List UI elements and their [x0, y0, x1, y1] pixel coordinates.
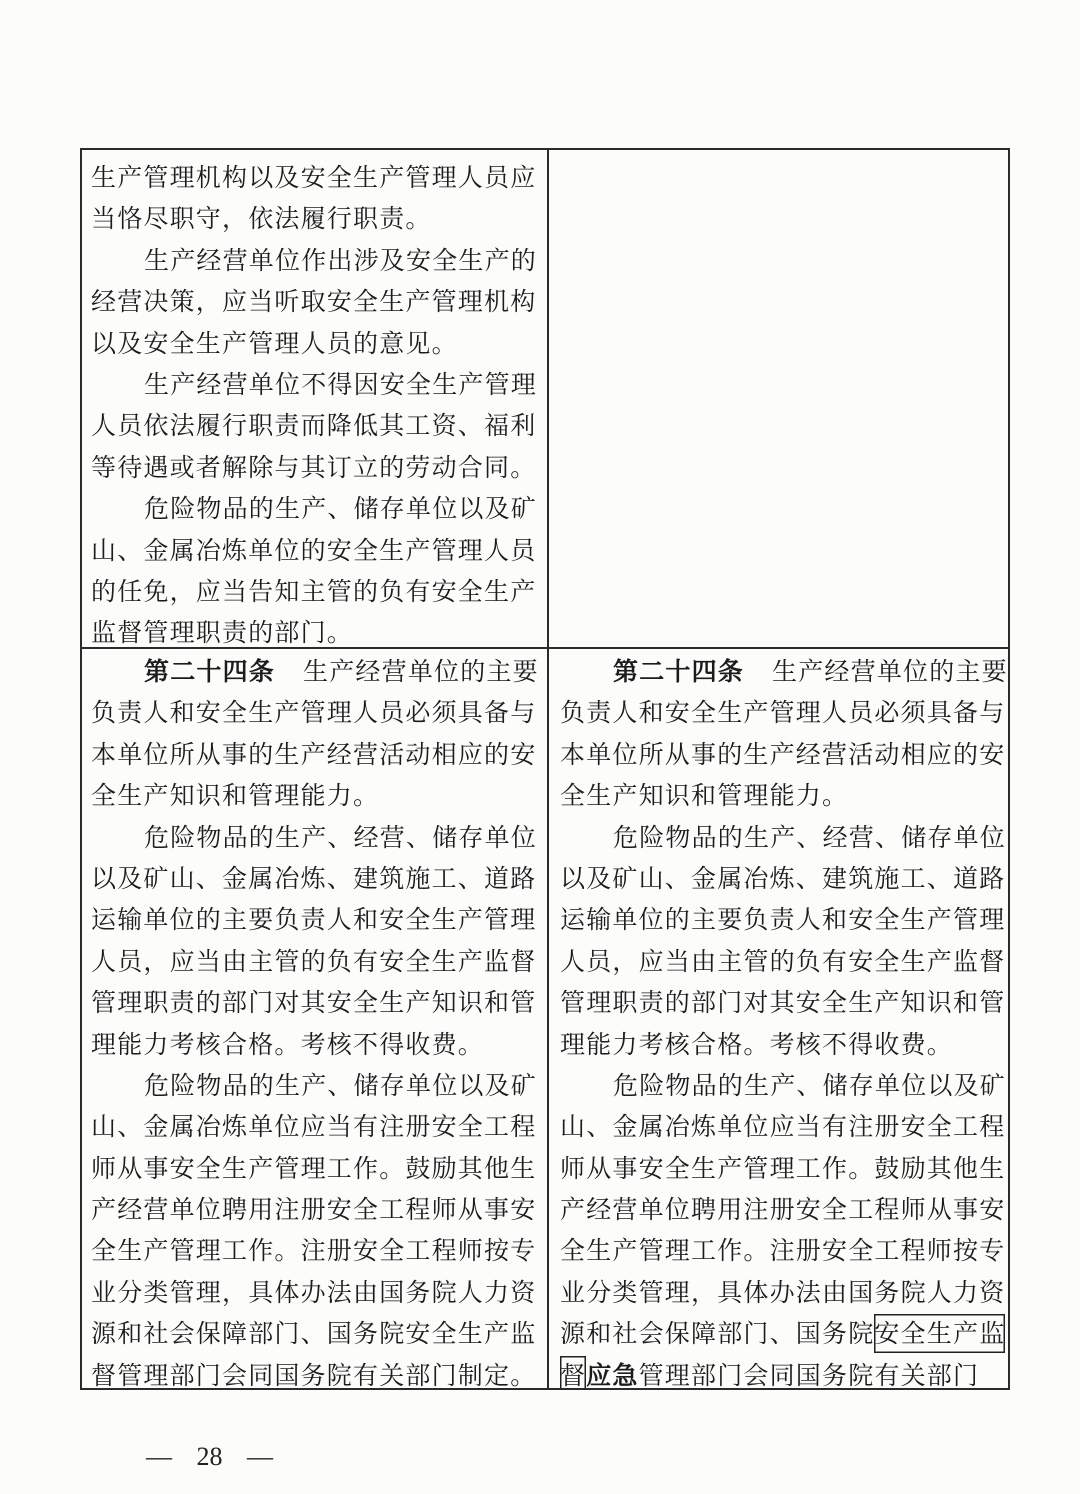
text-line: 理能力考核合格。考核不得收费。 — [560, 1029, 954, 1059]
text-line: 危险物品的生产、经营、储存单位 — [144, 822, 538, 852]
text-line: 经营决策，应当听取安全生产管理机构 — [91, 287, 537, 317]
table-cell-row2-left — [91, 651, 545, 1388]
deleted-text: 督 — [560, 1356, 586, 1388]
text-line: 人员，应当由主管的负有安全生产监督 — [91, 946, 537, 976]
text-line: 人员，应当由主管的负有安全生产监督 — [560, 946, 1006, 976]
table-cell-row1-right — [549, 150, 1008, 647]
row-divider — [80, 647, 1010, 649]
text-segment: 源和社会保障部门、国务院 — [560, 1319, 875, 1349]
text-line: 管理职责的部门对其安全生产知识和管 — [560, 988, 1006, 1018]
text-line: 运输单位的主要负责人和安全生产管理 — [560, 905, 1006, 935]
text-line: 危险物品的生产、储存单位以及矿 — [144, 494, 538, 524]
text-line: 师从事安全生产管理工作。鼓励其他生 — [91, 1153, 537, 1183]
text-line: 管理职责的部门对其安全生产知识和管 — [91, 988, 537, 1018]
text-line: 以及安全生产管理人员的意见。 — [91, 328, 458, 358]
inserted-text: 应急 — [586, 1360, 639, 1388]
text-segment: 生产经营单位的主要 — [303, 657, 539, 686]
text-line: 等待遇或者解除与其订立的劳动合同。 — [91, 452, 537, 482]
article-number: 第二十四条 — [613, 657, 745, 686]
text-line: 山、金属冶炼单位应当有注册安全工程 — [560, 1112, 1006, 1142]
text-line: 全生产知识和管理能力。 — [560, 781, 849, 811]
table-cell-row2-right — [560, 651, 1008, 1388]
text-segment: 管理部门会同国务院有关部门 — [638, 1360, 980, 1388]
text-line — [560, 1355, 1008, 1388]
text-line: 生产管理机构以及安全生产管理人员应 — [91, 163, 537, 192]
text-line: 产经营单位聘用注册安全工程师从事安 — [91, 1195, 537, 1225]
text-line: 本单位所从事的生产经营活动相应的安 — [91, 739, 537, 769]
text-line: 危险物品的生产、储存单位以及矿 — [613, 1070, 1007, 1100]
text-line: 危险物品的生产、储存单位以及矿 — [144, 1070, 538, 1100]
text-line: 师从事安全生产管理工作。鼓励其他生 — [560, 1153, 1006, 1183]
page-number: — 28 — — [146, 1442, 273, 1471]
text-line: 督管理部门会同国务院有关部门制定。 — [91, 1360, 537, 1388]
text-line: 业分类管理，具体办法由国务院人力资 — [91, 1277, 537, 1307]
text-line: 本单位所从事的生产经营活动相应的安 — [560, 739, 1006, 769]
text-line: 全生产管理工作。注册安全工程师按专 — [560, 1236, 1006, 1266]
text-line: 全生产知识和管理能力。 — [91, 781, 380, 811]
text-line: 生产经营单位作出涉及安全生产的 — [144, 245, 538, 275]
text-line: 监督管理职责的部门。 — [91, 618, 354, 647]
text-line: 负责人和安全生产管理人员必须具备与 — [91, 698, 537, 728]
text-line: 以及矿山、金属冶炼、建筑施工、道路 — [560, 863, 1006, 893]
text-line — [560, 651, 1008, 692]
text-line: 运输单位的主要负责人和安全生产管理 — [91, 905, 537, 935]
text-line: 当恪尽职守，依法履行职责。 — [91, 204, 432, 234]
text-line: 生产经营单位不得因安全生产管理 — [144, 369, 538, 399]
text-line: 山、金属冶炼单位应当有注册安全工程 — [91, 1112, 537, 1142]
text-line: 全生产管理工作。注册安全工程师按专 — [91, 1236, 537, 1266]
text-line — [560, 1313, 1008, 1354]
text-line: 危险物品的生产、经营、储存单位 — [613, 822, 1007, 852]
text-segment: 生产经营单位的主要 — [772, 657, 1008, 686]
table-cell-row1-left — [91, 157, 545, 647]
text-line: 以及矿山、金属冶炼、建筑施工、道路 — [91, 863, 537, 893]
text-line: 产经营单位聘用注册安全工程师从事安 — [560, 1195, 1006, 1225]
article-number: 第二十四条 — [144, 657, 276, 686]
text-line: 人员依法履行职责而降低其工资、福利 — [91, 411, 537, 441]
text-line — [91, 651, 545, 692]
text-line: 业分类管理，具体办法由国务院人力资 — [560, 1277, 1006, 1307]
text-line: 理能力考核合格。考核不得收费。 — [91, 1029, 485, 1059]
text-line: 源和社会保障部门、国务院安全生产监 — [91, 1319, 537, 1349]
text-line: 负责人和安全生产管理人员必须具备与 — [560, 698, 1006, 728]
text-line: 山、金属冶炼单位的安全生产管理人员 — [91, 535, 537, 565]
deleted-text: 安全生产监 — [874, 1314, 1005, 1353]
text-line: 的任免，应当告知主管的负有安全生产 — [91, 576, 537, 606]
